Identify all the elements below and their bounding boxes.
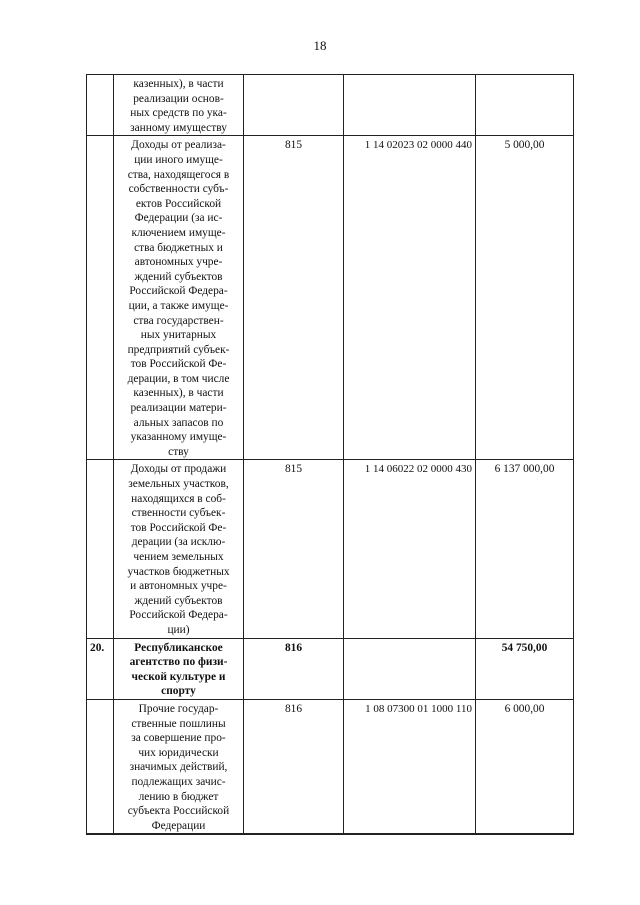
revenue-name-line: чих юридически bbox=[138, 746, 219, 759]
row-number-cell bbox=[87, 75, 114, 136]
revenue-name-line: подлежащих зачис- bbox=[131, 775, 226, 788]
revenue-name-cell bbox=[114, 638, 244, 699]
revenue-name-line: Российской Федера- bbox=[129, 285, 228, 298]
revenue-name-line: альных запасов по bbox=[133, 416, 224, 429]
page-number: 18 bbox=[313, 38, 327, 53]
revenue-name-line: казенных), в части bbox=[133, 387, 224, 400]
revenue-name-line: Доходы от реализа- bbox=[131, 139, 226, 152]
revenue-name-line: ции, а также имуще- bbox=[128, 299, 229, 312]
revenue-name-line: за совершение про- bbox=[131, 732, 226, 745]
table-row bbox=[87, 638, 574, 699]
revenue-name-line: предприятий субъек- bbox=[127, 343, 230, 356]
revenue-name-line: агентство по физи- bbox=[129, 656, 228, 669]
amount-cell: 5 000,00 bbox=[476, 136, 574, 460]
revenue-name-cell bbox=[114, 75, 244, 136]
table-row bbox=[87, 75, 574, 136]
budget-classification-code-cell: 1 08 07300 01 1000 110 bbox=[344, 699, 476, 834]
revenue-name-line: ции иного имуще- bbox=[134, 153, 223, 166]
table-row bbox=[87, 460, 574, 638]
revenue-name-line: и автономных учре- bbox=[130, 580, 227, 593]
revenue-name-line: ческой культуре и bbox=[131, 670, 226, 683]
budget-classification-code-cell bbox=[344, 75, 476, 136]
row-number-cell: 20. bbox=[87, 638, 114, 699]
budget-classification-code-cell: 1 14 02023 02 0000 440 bbox=[344, 136, 476, 460]
administrator-code-cell bbox=[244, 75, 344, 136]
administrator-code-cell: 816 bbox=[244, 638, 344, 699]
revenue-name-line: Доходы от продажи bbox=[130, 463, 227, 476]
table-row bbox=[87, 699, 574, 834]
revenue-name-line: участков бюджетных bbox=[127, 565, 230, 578]
amount-cell: 6 000,00 bbox=[476, 699, 574, 834]
amount-cell: 6 137 000,00 bbox=[476, 460, 574, 638]
revenue-name-line: ждений субъектов bbox=[134, 270, 223, 283]
revenue-name-line: тов Российской Фе- bbox=[130, 521, 227, 534]
revenue-name-line: указанному имуще- bbox=[130, 431, 227, 444]
amount-cell bbox=[476, 75, 574, 136]
revenue-name-line: ции) bbox=[167, 623, 190, 636]
administrator-code-cell: 815 bbox=[244, 460, 344, 638]
revenue-name-line: ству bbox=[168, 445, 189, 458]
revenue-name-line: значимых действий, bbox=[129, 761, 228, 774]
budget-classification-code-cell: 1 14 06022 02 0000 430 bbox=[344, 460, 476, 638]
row-number-cell bbox=[87, 460, 114, 638]
revenue-name-line: субъекта Российской bbox=[127, 805, 230, 818]
revenue-name-line: ства, находящегося в bbox=[127, 168, 230, 181]
revenue-name-line: ственности субъек- bbox=[131, 507, 226, 520]
revenue-name-line: ждений субъектов bbox=[134, 594, 223, 607]
revenue-name-line: чением земельных bbox=[133, 551, 224, 563]
revenue-name-line: Федерации (за ис- bbox=[134, 212, 223, 225]
revenue-name-line: ключением имуще- bbox=[131, 226, 226, 239]
revenue-name-line: тов Российской Фе- bbox=[130, 358, 227, 371]
revenue-name-line: ства государствен- bbox=[133, 314, 224, 327]
revenue-name-line: находящихся в соб- bbox=[131, 492, 226, 505]
revenue-name-cell bbox=[114, 136, 244, 460]
revenue-name-line: реализации матери- bbox=[130, 402, 227, 415]
revenue-name-line: Прочие государ- bbox=[138, 702, 219, 715]
amount-cell: 54 750,00 bbox=[476, 638, 574, 699]
revenue-name-cell bbox=[114, 460, 244, 638]
revenue-name-line: реализации основ- bbox=[133, 92, 224, 105]
revenue-name-line: ных средств по ука- bbox=[130, 107, 227, 120]
revenue-name-line: ных унитарных bbox=[140, 329, 217, 342]
revenue-table bbox=[86, 74, 574, 835]
revenue-name-line: Республиканское bbox=[134, 641, 223, 654]
revenue-name-line: дерации, в том числе bbox=[127, 372, 230, 385]
revenue-name-line: автономных учре- bbox=[134, 256, 223, 269]
revenue-name-line: занному имуществу bbox=[130, 121, 227, 134]
revenue-name-cell bbox=[114, 699, 244, 834]
revenue-name-line: казенных), в части bbox=[133, 78, 224, 90]
row-number-cell bbox=[87, 699, 114, 834]
row-number-cell bbox=[87, 136, 114, 460]
revenue-name-line: Федерации bbox=[151, 819, 206, 832]
revenue-table-body bbox=[87, 75, 574, 835]
revenue-name-line: ства бюджетных и bbox=[134, 241, 223, 254]
administrator-code-cell: 815 bbox=[244, 136, 344, 460]
revenue-name-line: Российской Федера- bbox=[129, 609, 228, 622]
administrator-code-cell: 816 bbox=[244, 699, 344, 834]
revenue-name-line: лению в бюджет bbox=[138, 790, 219, 803]
revenue-name-line: собственности субъ- bbox=[128, 183, 229, 196]
revenue-name-line: ственные пошлины bbox=[131, 717, 226, 730]
revenue-name-line: земельных участков, bbox=[128, 478, 229, 491]
revenue-name-line: дерации (за исклю- bbox=[131, 536, 226, 549]
revenue-name-line: спорту bbox=[161, 685, 196, 698]
table-row bbox=[87, 136, 574, 460]
budget-classification-code-cell bbox=[344, 638, 476, 699]
revenue-name-line: ектов Российской bbox=[135, 197, 222, 210]
